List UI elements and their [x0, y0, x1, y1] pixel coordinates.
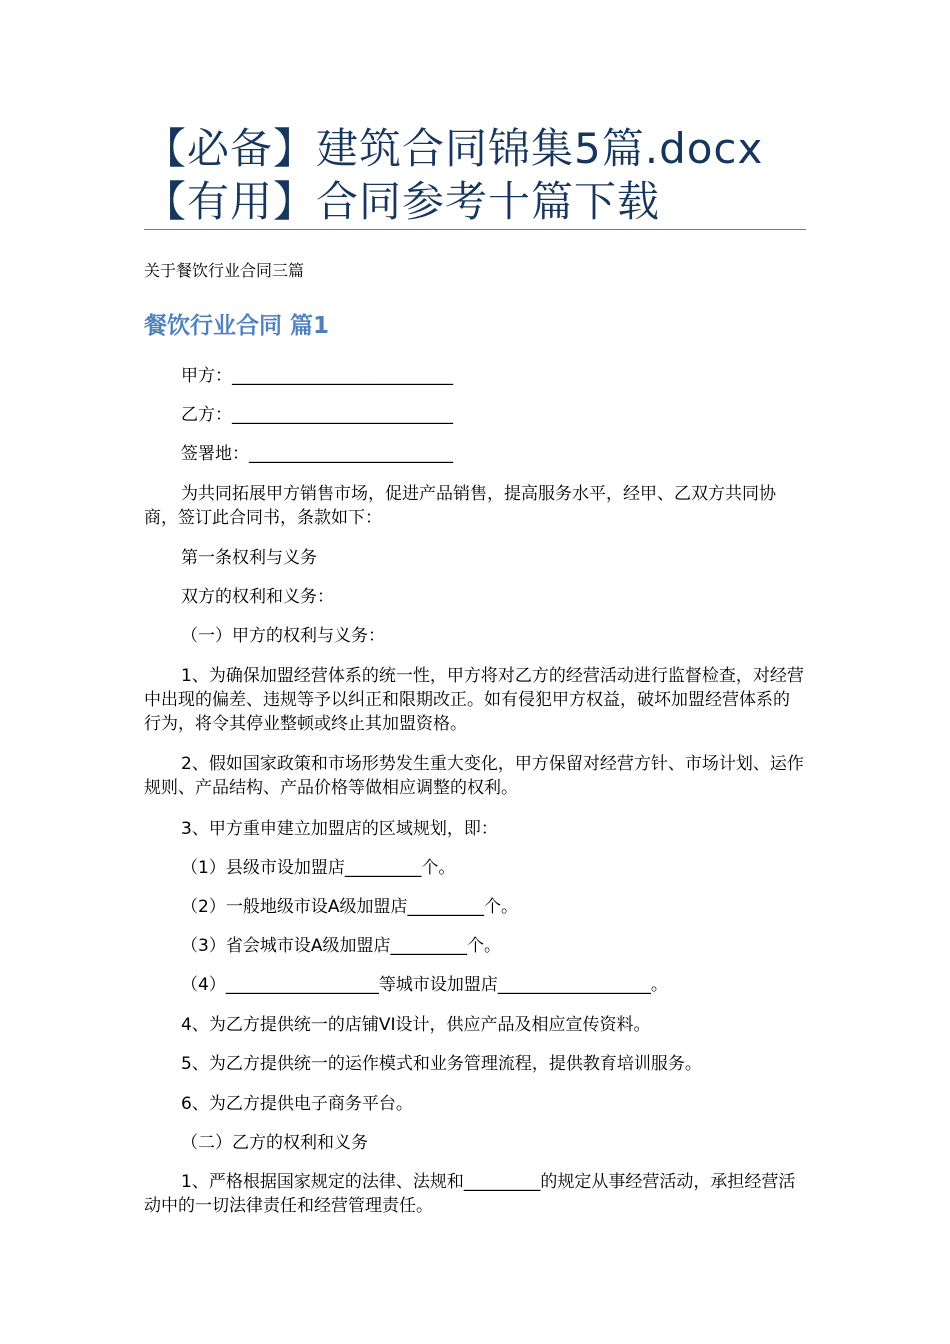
clause-a3-item-1: （1）县级市设加盟店_________个。 [181, 858, 456, 878]
party-b-rights-heading: （二）乙方的权利和义务 [181, 1133, 368, 1153]
clause-a4: 4、为乙方提供统一的店铺VI设计，供应产品及相应宣传资料。 [181, 1015, 651, 1035]
clause-a3-item-4: （4）__________________等城市设加盟店__________________。 [181, 975, 668, 995]
clause-a2: 2、假如国家政策和市场形势发生重大变化，甲方保留对经营方针、市场计划、运作规则、产品结构、产品价格等做相应调整的权利。 [144, 754, 804, 798]
party-b-field: 乙方：__________________________ [181, 405, 453, 425]
clause-a3-item-2: （2）一般地级市设A级加盟店_________个。 [181, 897, 518, 917]
party-a-field: 甲方：__________________________ [181, 366, 453, 386]
clause-a3: 3、甲方重申建立加盟店的区域规划，即： [181, 819, 498, 839]
party-a-rights-heading: （一）甲方的权利与义务： [181, 626, 385, 646]
document-title [144, 122, 806, 228]
intro-paragraph: 为共同拓展甲方销售市场，促进产品销售，提高服务水平，经甲、乙双方共同协商，签订此合同书，条款如下： [144, 484, 776, 528]
rights-obligations-label: 双方的权利和义务： [181, 587, 334, 607]
clause-a6: 6、为乙方提供电子商务平台。 [181, 1094, 413, 1114]
document-title-line-1: 【必备】建筑合同锦集5篇.docx [144, 124, 764, 173]
clause-a1: 1、为确保加盟经营体系的统一性，甲方将对乙方的经营活动进行监督检查，对经营中出现的偏差、违规等予以纠正和限期改正。如有侵犯甲方权益，破坏加盟经营体系的行为，将令其停业整顿或终止其加盟资格。 [144, 666, 804, 734]
clause-b1: 1、严格根据国家规定的法律、法规和_________的规定从事经营活动，承担经营活动中的一切法律责任和经营管理责任。 [144, 1172, 796, 1216]
signing-place-field: 签署地：________________________ [181, 444, 453, 464]
clause-a5: 5、为乙方提供统一的运作模式和业务管理流程，提供教育培训服务。 [181, 1054, 702, 1074]
document-subtitle: 关于餐饮行业合同三篇 [144, 261, 305, 280]
clause-a3-item-3: （3）省会城市设A级加盟店_________个。 [181, 936, 501, 956]
article-1-heading: 第一条权利与义务 [181, 548, 317, 568]
title-divider [144, 229, 806, 230]
section-heading: 餐饮行业合同 篇1 [144, 313, 330, 339]
document-title-line-2: 【有用】合同参考十篇下载 [144, 177, 661, 226]
